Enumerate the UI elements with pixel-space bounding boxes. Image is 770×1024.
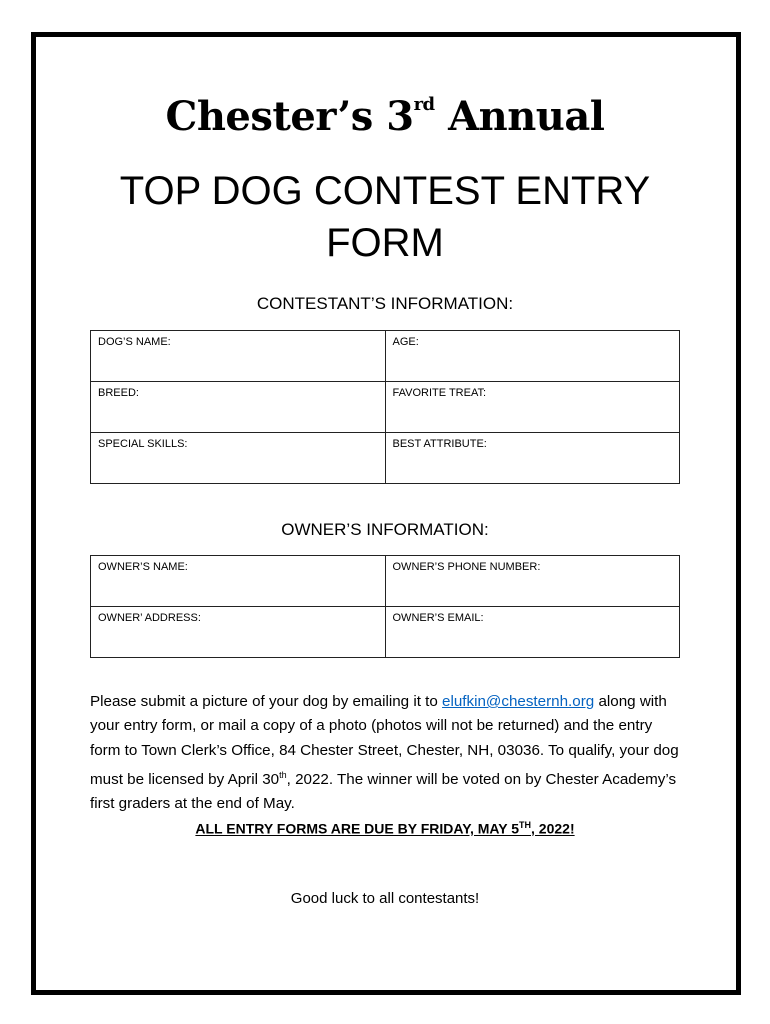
title-ordinal-suffix: rd [413,93,435,115]
dog-name-field[interactable]: DOG’S NAME: [91,331,386,382]
deadline-text: ALL ENTRY FORMS ARE DUE BY FRIDAY, MAY 5 [195,820,520,837]
owner-address-field[interactable]: OWNER’ ADDRESS: [91,607,386,658]
table-row [91,331,680,382]
email-link[interactable]: elufkin@chesternh.org [442,693,595,710]
page-title [0,93,770,140]
deadline-ordinal-suffix: TH [519,820,532,830]
owner-info-table [90,555,680,658]
contestant-section-heading: CONTESTANT’S INFORMATION: [256,294,514,313]
age-field[interactable]: AGE: [385,331,680,382]
owner-section-heading: OWNER’S INFORMATION: [281,520,489,539]
table-row [91,433,680,484]
best-attribute-field[interactable]: BEST ATTRIBUTE: [385,433,680,484]
instructions-text-continued: along with your entry form, or mail a copy of a photo (photos will not be returned) and the entry form to Town Clerk’s Office, 84 Chester Street, Chester, NH, 03036. To qualify, your dog must be licensed by April 30 [90,693,679,788]
instructions-text-end: , 2022. The winner will be voted on by Chester Academy’s first graders at the end of May. [90,770,677,813]
owner-name-field[interactable]: OWNER’S NAME: [91,556,386,607]
subtitle-line-1: TOP DOG CONTEST ENTRY [119,169,651,213]
instructions-paragraph [90,690,685,817]
table-row [91,607,680,658]
closing-message: Good luck to all contestants! [290,890,480,907]
favorite-treat-field[interactable]: FAVORITE TREAT: [385,382,680,433]
subtitle-line-2: FORM [326,221,444,265]
deadline-notice [0,820,770,837]
title-text-end: Annual [434,93,605,140]
deadline-text-end: , 2022! [531,820,575,837]
contestant-info-table [90,330,680,484]
owner-email-field[interactable]: OWNER’S EMAIL: [385,607,680,658]
form-subtitle [0,165,770,269]
special-skills-field[interactable]: SPECIAL SKILLS: [91,433,386,484]
table-row [91,556,680,607]
table-row [91,382,680,433]
ordinal-suffix: th [279,769,287,780]
breed-field[interactable]: BREED: [91,382,386,433]
instructions-text: Please submit a picture of your dog by emailing it to [90,693,443,710]
owner-phone-field[interactable]: OWNER’S PHONE NUMBER: [385,556,680,607]
title-text: Chester’s 3 [165,93,414,140]
